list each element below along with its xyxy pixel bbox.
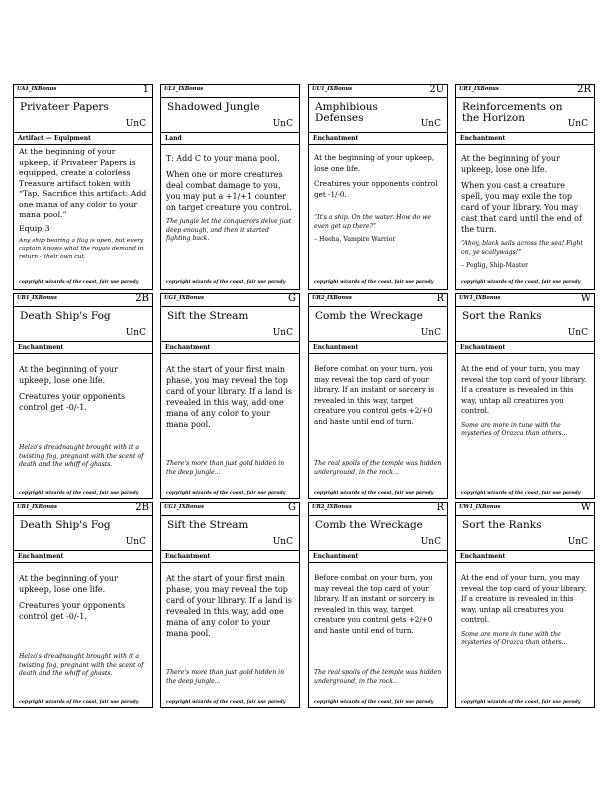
card-name: Amphibious Defenses [315,101,378,124]
card-name: Death Ship's Fog [20,310,111,322]
card-code: UB1_IXBonus [17,295,57,301]
card-code: UL1_IXBonus [164,86,204,92]
type-line-box [309,551,447,563]
card-code: UR1_IXBonus [459,86,499,92]
text-box [461,364,589,495]
type-line: Artifact — Equipment [18,135,91,142]
title-box [14,516,152,551]
type-line: Enchantment [460,553,506,560]
copyright-line: copyright wizards of the coast, fair use parody [19,700,139,705]
title-box [14,307,152,342]
rules-text: Before combat on your turn, you may reveal the top card of your library. If an instant or sorcery is revealed in this way, target creature you control gets +2/+0 and haste until end of turn. [314,573,435,635]
title-box [309,516,447,551]
text-box [461,153,589,286]
card-code: UR2_IXBonus [312,504,352,510]
mana-cost: 2R [577,84,591,95]
card-code: UW1_IXBonus [459,295,501,301]
flavor-text: Some are more in tune with the mysteries of Orazca than others... [461,421,568,437]
copyright-line: copyright wizards of the coast, fair use parody [461,700,581,705]
type-line-box [14,551,152,563]
flavor-text: The real spoils of the temple was hidden underground, in the rock... [314,460,442,476]
rules-text: Equip 3 [19,223,50,233]
card-header [456,503,594,516]
type-line-box [456,551,594,563]
rarity: UnC [420,328,441,338]
card-death-ships-fog [13,293,153,499]
card-header [456,294,594,307]
copyright-line: copyright wizards of the coast, fair use parody [19,491,139,496]
type-line: Enchantment [313,135,359,142]
rules-text: At the end of your turn, you may reveal the top card of your library. If a creature is revealed in this way, untap all creatures you control. [461,364,587,415]
card-header [161,294,299,307]
text-box [19,573,147,704]
card-privateer-papers [13,84,153,290]
rarity: UnC [567,119,588,129]
rules-text: At the start of your first main phase, you may reveal the top card of your library. If a land is revealed in this way, add one mana of any color to your mana pool. [166,574,292,638]
rules-text: At the beginning of your upkeep, lose one life. [19,365,118,385]
card-code: UG1_IXBonus [164,295,204,301]
flavor-text: Any ship bearing a flag is open, but every captain knows what the royals demand in return - their own cut. [19,238,144,261]
mana-cost: G [288,502,296,513]
text-box [166,364,294,495]
card-reinforcements-on-the-horizon [455,84,595,290]
card-code: UU1_IXBonus [312,86,353,92]
type-line-box [309,133,447,145]
copyright-line: copyright wizards of the coast, fair use parody [461,491,581,496]
card-sift-the-stream [160,293,300,499]
card-name: Shadowed Jungle [167,101,260,113]
card-amphibious-defenses [308,84,448,290]
rarity: UnC [125,537,146,547]
card-header [309,503,447,516]
text-box [19,147,147,286]
text-box [314,153,442,286]
flavor-attribution: – Peglig, Ship-Master [461,262,528,269]
card-code: UA1_IXBonus [17,86,57,92]
card-comb-the-wreckage [308,293,448,499]
flavor-attribution: – Heeha, Vampire Warrior [314,236,396,243]
rules-text: At the beginning of your upkeep, lose one life. [19,574,118,594]
mana-cost: R [436,502,444,513]
type-line: Enchantment [165,553,211,560]
rarity: UnC [567,537,588,547]
type-line: Enchantment [460,135,506,142]
type-line-box [309,342,447,354]
card-name: Sift the Stream [167,519,249,531]
mana-cost: 2U [429,84,444,95]
copyright-line: copyright wizards of the coast, fair use parody [314,491,434,496]
mana-cost: 2B [135,293,149,304]
copyright-line: copyright wizards of the coast, fair use parody [461,280,581,285]
type-line: Enchantment [460,344,506,351]
copyright-line: copyright wizards of the coast, fair use parody [19,280,139,285]
type-line: Enchantment [165,344,211,351]
flavor-text: The jungle let the conquerors delve just deep enough, and then it started fighting back. [166,218,292,242]
card-name: Comb the Wreckage [315,310,423,322]
title-box [456,307,594,342]
type-line-box [161,133,299,145]
rules-text: When you cast a creature spell, you may exile the top card of your library. You may cast that card until the end of the turn. [461,181,582,234]
copyright-line: copyright wizards of the coast, fair use parody [314,700,434,705]
card-name: Comb the Wreckage [315,519,423,531]
type-line-box [456,133,594,145]
card-name: Sift the Stream [167,310,249,322]
card-code: UW1_IXBonus [459,504,501,510]
mana-cost: 1 [142,84,149,95]
card-code: UG1_IXBonus [164,504,204,510]
card-header [309,85,447,98]
title-box [161,307,299,342]
rules-text: At the start of your first main phase, you may reveal the top card of your library. If a land is revealed in this way, add one mana of any color to your mana pool. [166,365,292,429]
card-header [14,503,152,516]
card-name: Reinforcements on the Horizon [462,101,563,124]
rules-text: Before combat on your turn, you may reveal the top card of your library. If an instant or sorcery is revealed in this way, target creature you control gets +2/+0 and haste until end of turn. [314,364,435,426]
rarity: UnC [420,537,441,547]
copyright-line: copyright wizards of the coast, fair use parody [166,280,286,285]
rarity: UnC [272,537,293,547]
card-comb-the-wreckage [308,502,448,708]
type-line-box [14,133,152,145]
rules-text: Creatures your opponents control get -0/-1. [19,601,126,621]
text-box [461,573,589,704]
type-line: Land [165,135,182,142]
card-death-ships-fog [13,502,153,708]
mana-cost: G [288,293,296,304]
rules-text: T: Add C to your mana pool. [166,154,280,163]
card-sort-the-ranks [455,502,595,708]
flavor-text: “Ahoy, black sails across the sea! Fight on, ye scallywags!” [461,240,583,256]
card-header [14,294,152,307]
card-name: Sort the Ranks [462,310,542,322]
card-name: Sort the Ranks [462,519,542,531]
type-line: Enchantment [18,344,64,351]
flavor-text: Helzo's dreadnaught brought with it a twisting fog, pregnant with the scent of death and the whiff of ghasts. [19,653,144,677]
type-line-box [14,342,152,354]
rules-text: At the beginning of your upkeep, lose one life. [314,153,435,173]
rarity: UnC [420,119,441,129]
title-box [309,307,447,342]
type-line-box [161,342,299,354]
title-box [161,98,299,133]
rarity: UnC [125,328,146,338]
rules-text: At the beginning of your upkeep, if Privateer Papers is equipped, create a colorless Treasure artifact token with “Tap, Sacrifice this artifact: Add one mana of any color to your mana pool.” [19,147,147,219]
card-code: UR2_IXBonus [312,295,352,301]
text-box [19,364,147,495]
type-line-box [161,551,299,563]
title-box [309,98,447,133]
mana-cost: W [580,502,591,513]
card-name: Death Ship's Fog [20,519,111,531]
card-header [14,85,152,98]
flavor-text: There's more than just gold hidden in the deep jungle... [166,460,285,476]
text-box [314,364,442,495]
flavor-text: The real spoils of the temple was hidden underground, in the rock... [314,669,442,685]
text-box [314,573,442,704]
flavor-text: “It's a ship. On the water. How do we even get up there?” [314,214,432,230]
rarity: UnC [272,119,293,129]
text-box [166,153,294,286]
card-header [456,85,594,98]
copyright-line: copyright wizards of the coast, fair use parody [166,491,286,496]
rules-text: Creatures your opponents control get -1/-0. [314,179,438,199]
flavor-text: There's more than just gold hidden in the deep jungle... [166,669,285,685]
rules-text: At the beginning of your upkeep, lose one life. [461,154,560,174]
mana-cost: R [436,293,444,304]
title-box [456,98,594,133]
rules-text: Creatures your opponents control get -0/-1. [19,392,126,412]
type-line-box [456,342,594,354]
mana-cost: 2B [135,502,149,513]
type-line: Enchantment [313,344,359,351]
flavor-text: Helzo's dreadnaught brought with it a twisting fog, pregnant with the scent of death and the whiff of ghasts. [19,444,144,468]
title-box [456,516,594,551]
rules-text: At the end of your turn, you may reveal the top card of your library. If a creature is revealed in this way, untap all creatures you control. [461,573,587,624]
card-name: Privateer Papers [20,101,109,113]
rarity: UnC [272,328,293,338]
flavor-text: Some are more in tune with the mysteries of Orazca than others... [461,630,568,646]
card-header [161,503,299,516]
title-box [14,98,152,133]
card-sort-the-ranks [455,293,595,499]
type-line: Enchantment [313,553,359,560]
type-line: Enchantment [18,553,64,560]
card-code: UB1_IXBonus [17,504,57,510]
card-header [161,85,299,98]
copyright-line: copyright wizards of the coast, fair use parody [166,700,286,705]
text-box [166,573,294,704]
copyright-line: copyright wizards of the coast, fair use parody [314,280,434,285]
card-shadowed-jungle [160,84,300,290]
card-sift-the-stream [160,502,300,708]
title-box [161,516,299,551]
rules-text: When one or more creatures deal combat damage to you, you may put a +1/+1 counter on target creature you control. [166,170,292,212]
mana-cost: W [580,293,591,304]
rarity: UnC [567,328,588,338]
rarity: UnC [125,119,146,129]
card-header [309,294,447,307]
